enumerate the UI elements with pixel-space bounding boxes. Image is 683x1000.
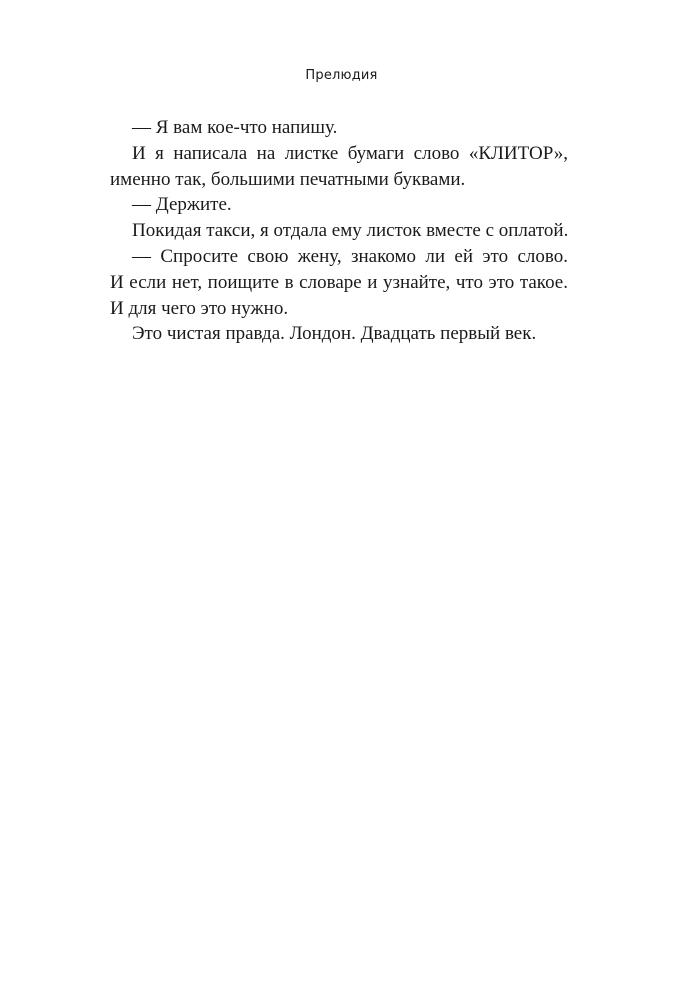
text-line: И если нет, поищите в словаре и узнайте, что это такое.: [110, 271, 568, 293]
running-head: Прелюдия: [305, 68, 378, 83]
text-line: Покидая такси, я отдала ему листок вместе с оплатой.: [132, 220, 568, 242]
text-line: — Я вам кое-что напишу.: [132, 117, 338, 138]
text-line: — Спросите свою жену, знакомо ли ей это слово.: [132, 245, 568, 267]
text-line: И для чего это нужно.: [110, 297, 289, 319]
text-line: Это чистая правда. Лондон. Двадцать первый век.: [132, 323, 537, 345]
text-line: именно так, большими печатными буквами.: [110, 168, 466, 190]
text-line: — Держите.: [132, 194, 232, 216]
body-text: [110, 115, 568, 347]
text-line: И я написала на листке бумаги слово «КЛИТОР»,: [132, 142, 568, 164]
